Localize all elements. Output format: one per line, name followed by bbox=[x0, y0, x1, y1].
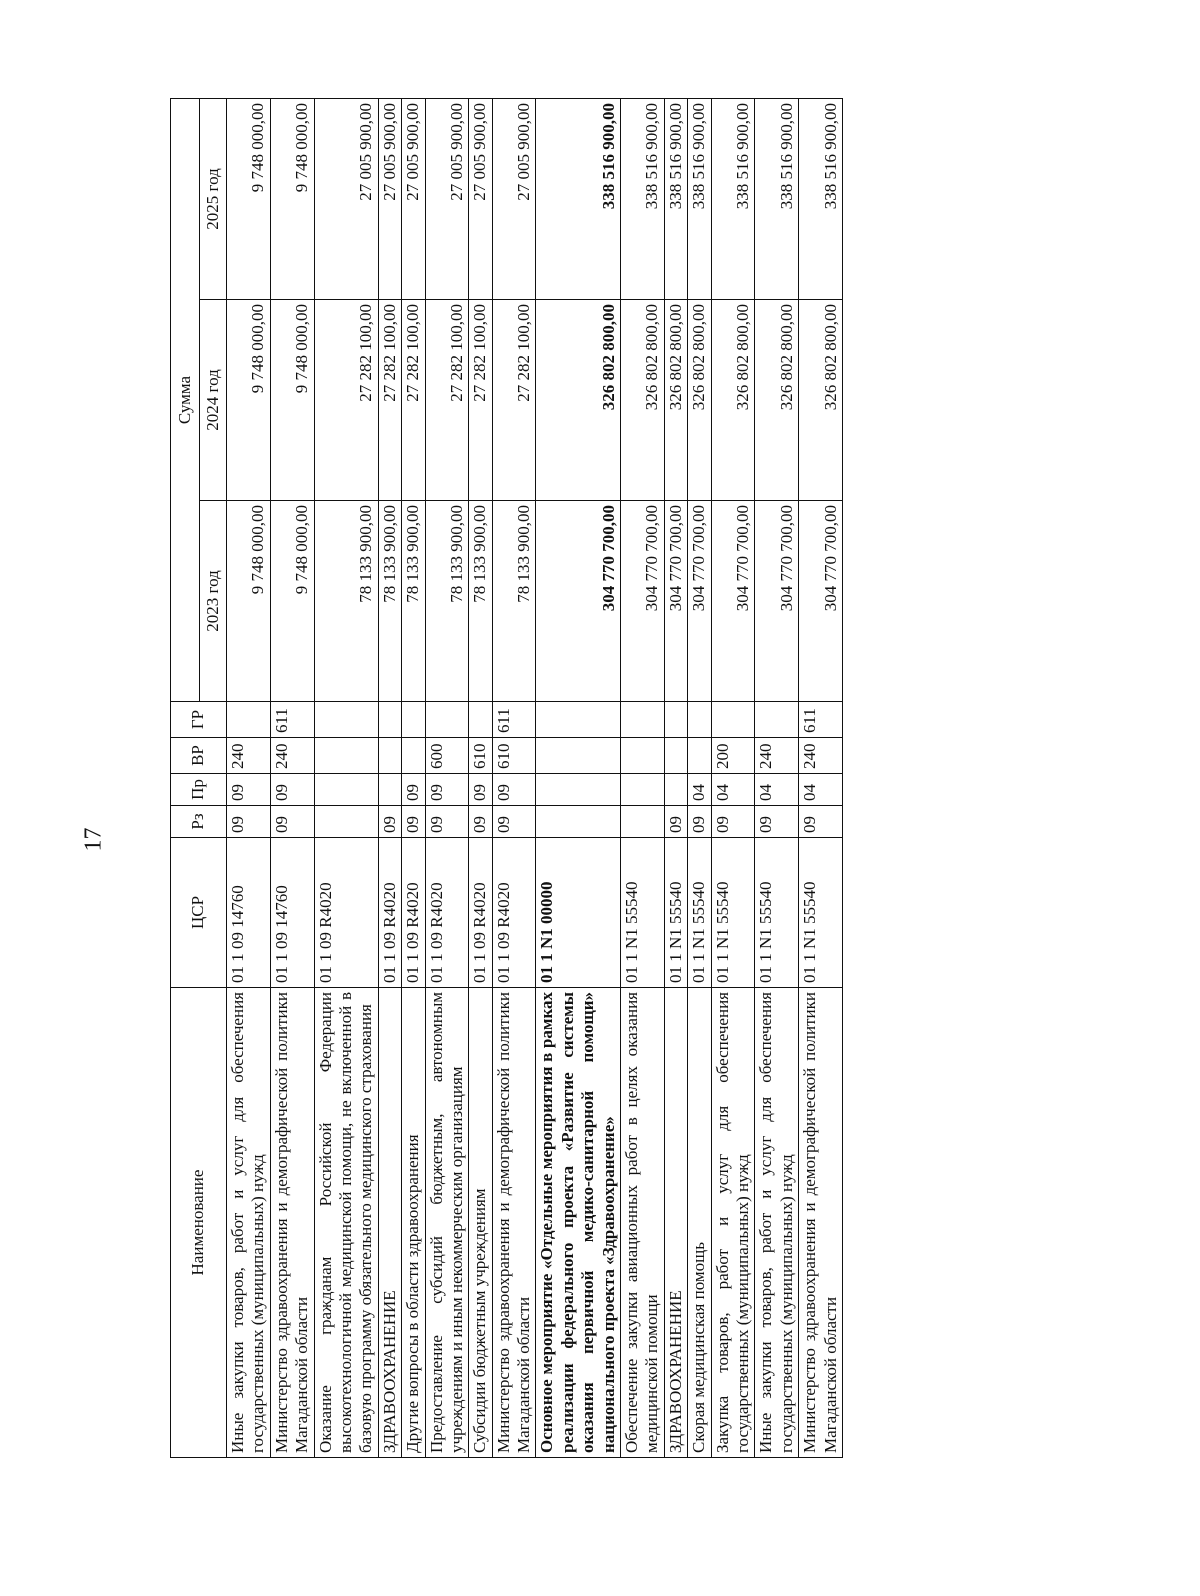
row-vr-cell bbox=[664, 738, 687, 774]
row-gr-cell: 611 bbox=[799, 702, 843, 738]
row-csr-cell: 01 1 09 R4020 bbox=[469, 838, 492, 988]
row-2025-cell: 9 748 000,00 bbox=[227, 99, 271, 300]
row-2023-cell: 78 133 900,00 bbox=[492, 501, 536, 702]
row-2023-cell: 304 770 700,00 bbox=[711, 501, 755, 702]
row-pr-cell bbox=[621, 774, 665, 806]
row-2024-cell: 27 282 100,00 bbox=[469, 300, 492, 501]
row-2023-cell: 78 133 900,00 bbox=[378, 501, 401, 702]
row-csr-cell: 01 1 09 R4020 bbox=[402, 838, 425, 988]
row-rz-cell bbox=[536, 806, 621, 838]
row-pr-cell bbox=[378, 774, 401, 806]
row-rz-cell: 09 bbox=[799, 806, 843, 838]
budget-table-container bbox=[170, 98, 1030, 1458]
row-vr-cell bbox=[402, 738, 425, 774]
row-vr-cell bbox=[536, 738, 621, 774]
row-csr-cell: 01 1 09 14760 bbox=[227, 838, 271, 988]
row-2023-cell: 78 133 900,00 bbox=[402, 501, 425, 702]
row-rz-cell: 09 bbox=[227, 806, 271, 838]
row-pr-cell: 04 bbox=[711, 774, 755, 806]
table-row bbox=[688, 99, 711, 1458]
row-vr-cell bbox=[314, 738, 378, 774]
row-gr-cell bbox=[536, 702, 621, 738]
row-rz-cell: 09 bbox=[469, 806, 492, 838]
row-2023-cell: 9 748 000,00 bbox=[227, 501, 271, 702]
row-2024-cell: 27 282 100,00 bbox=[402, 300, 425, 501]
row-vr-cell: 600 bbox=[425, 738, 469, 774]
row-csr-cell: 01 1 N1 00000 bbox=[536, 838, 621, 988]
row-vr-cell: 610 bbox=[469, 738, 492, 774]
row-2024-cell: 9 748 000,00 bbox=[270, 300, 314, 501]
row-vr-cell bbox=[621, 738, 665, 774]
header-pr: Пр bbox=[171, 774, 227, 806]
header-2025: 2025 год bbox=[200, 99, 227, 300]
table-row bbox=[378, 99, 401, 1458]
row-pr-cell bbox=[314, 774, 378, 806]
row-name-cell: ЗДРАВООХРАНЕНИЕ bbox=[378, 988, 401, 1458]
table-row bbox=[621, 99, 665, 1458]
row-2024-cell: 326 802 800,00 bbox=[799, 300, 843, 501]
row-rz-cell: 09 bbox=[492, 806, 536, 838]
table-body bbox=[227, 99, 843, 1458]
row-vr-cell bbox=[688, 738, 711, 774]
row-2023-cell: 304 770 700,00 bbox=[755, 501, 799, 702]
header-2023: 2023 год bbox=[200, 501, 227, 702]
table-row bbox=[536, 99, 621, 1458]
row-rz-cell: 09 bbox=[688, 806, 711, 838]
row-gr-cell bbox=[469, 702, 492, 738]
row-vr-cell: 240 bbox=[755, 738, 799, 774]
row-gr-cell bbox=[227, 702, 271, 738]
row-2025-cell: 27 005 900,00 bbox=[314, 99, 378, 300]
row-gr-cell bbox=[314, 702, 378, 738]
row-vr-cell: 610 bbox=[492, 738, 536, 774]
row-name-cell: Министерство здравоохранения и демографической политики Магаданской области bbox=[492, 988, 536, 1458]
row-rz-cell bbox=[314, 806, 378, 838]
row-gr-cell bbox=[688, 702, 711, 738]
row-name-cell: Предоставление субсидий бюджетным, автономным учреждениям и иным некоммерческим организациям bbox=[425, 988, 469, 1458]
row-2023-cell: 304 770 700,00 bbox=[621, 501, 665, 702]
row-pr-cell bbox=[536, 774, 621, 806]
header-row-1 bbox=[171, 99, 200, 1458]
row-name-cell: Субсидии бюджетным учреждениям bbox=[469, 988, 492, 1458]
row-name-cell: ЗДРАВООХРАНЕНИЕ bbox=[664, 988, 687, 1458]
table-row bbox=[227, 99, 271, 1458]
row-2024-cell: 27 282 100,00 bbox=[378, 300, 401, 501]
row-gr-cell bbox=[402, 702, 425, 738]
row-rz-cell: 09 bbox=[755, 806, 799, 838]
row-name-cell: Оказание гражданам Российской Федерации высокотехнологичной медицинской помощи, не включенной в базовую программу обязательного медицинского страхования bbox=[314, 988, 378, 1458]
row-2023-cell: 304 770 700,00 bbox=[664, 501, 687, 702]
row-pr-cell: 04 bbox=[688, 774, 711, 806]
header-name: Наименование bbox=[171, 988, 227, 1458]
row-2024-cell: 9 748 000,00 bbox=[227, 300, 271, 501]
row-2023-cell: 78 133 900,00 bbox=[425, 501, 469, 702]
row-csr-cell: 01 1 09 R4020 bbox=[492, 838, 536, 988]
header-vr: ВР bbox=[171, 738, 227, 774]
row-gr-cell bbox=[755, 702, 799, 738]
row-name-cell: Министерство здравоохранения и демографической политики Магаданской области bbox=[270, 988, 314, 1458]
row-2025-cell: 338 516 900,00 bbox=[688, 99, 711, 300]
table-row bbox=[492, 99, 536, 1458]
row-name-cell: Основное мероприятие «Отдельные мероприятия в рамках реализации федерального проекта «Развитие системы оказания первичной медико-санитарной помощи» национального проекта «Здравоохранение» bbox=[536, 988, 621, 1458]
row-vr-cell: 240 bbox=[227, 738, 271, 774]
row-2025-cell: 338 516 900,00 bbox=[664, 99, 687, 300]
row-rz-cell: 09 bbox=[425, 806, 469, 838]
row-2025-cell: 27 005 900,00 bbox=[492, 99, 536, 300]
row-2023-cell: 304 770 700,00 bbox=[536, 501, 621, 702]
row-2025-cell: 338 516 900,00 bbox=[711, 99, 755, 300]
row-gr-cell bbox=[425, 702, 469, 738]
row-2024-cell: 27 282 100,00 bbox=[425, 300, 469, 501]
table-row bbox=[755, 99, 799, 1458]
header-sum: Сумма bbox=[171, 99, 200, 702]
row-pr-cell: 09 bbox=[469, 774, 492, 806]
row-2024-cell: 27 282 100,00 bbox=[492, 300, 536, 501]
row-2025-cell: 9 748 000,00 bbox=[270, 99, 314, 300]
table-row bbox=[469, 99, 492, 1458]
page-number: 17 bbox=[80, 827, 107, 852]
row-rz-cell: 09 bbox=[664, 806, 687, 838]
row-pr-cell bbox=[664, 774, 687, 806]
table-row bbox=[711, 99, 755, 1458]
row-vr-cell bbox=[378, 738, 401, 774]
row-gr-cell bbox=[621, 702, 665, 738]
row-2024-cell: 326 802 800,00 bbox=[621, 300, 665, 501]
row-csr-cell: 01 1 09 R4020 bbox=[425, 838, 469, 988]
row-gr-cell bbox=[711, 702, 755, 738]
row-2025-cell: 27 005 900,00 bbox=[425, 99, 469, 300]
table-row bbox=[425, 99, 469, 1458]
row-rz-cell: 09 bbox=[402, 806, 425, 838]
row-2024-cell: 27 282 100,00 bbox=[314, 300, 378, 501]
row-2025-cell: 27 005 900,00 bbox=[469, 99, 492, 300]
table-row bbox=[270, 99, 314, 1458]
row-gr-cell: 611 bbox=[270, 702, 314, 738]
row-vr-cell: 240 bbox=[799, 738, 843, 774]
row-rz-cell: 09 bbox=[378, 806, 401, 838]
table-row bbox=[402, 99, 425, 1458]
row-2024-cell: 326 802 800,00 bbox=[664, 300, 687, 501]
table-row bbox=[664, 99, 687, 1458]
row-name-cell: Иные закупки товаров, работ и услуг для обеспечения государственных (муниципальных) нужд bbox=[755, 988, 799, 1458]
budget-table bbox=[170, 98, 843, 1458]
header-gr: ГР bbox=[171, 702, 227, 738]
row-gr-cell bbox=[378, 702, 401, 738]
table-row bbox=[314, 99, 378, 1458]
row-2025-cell: 27 005 900,00 bbox=[378, 99, 401, 300]
row-csr-cell: 01 1 N1 55540 bbox=[664, 838, 687, 988]
header-csr: ЦСР bbox=[171, 838, 227, 988]
row-2023-cell: 304 770 700,00 bbox=[799, 501, 843, 702]
row-pr-cell: 04 bbox=[799, 774, 843, 806]
row-pr-cell: 04 bbox=[755, 774, 799, 806]
row-name-cell: Другие вопросы в области здравоохранения bbox=[402, 988, 425, 1458]
row-csr-cell: 01 1 09 14760 bbox=[270, 838, 314, 988]
row-2023-cell: 9 748 000,00 bbox=[270, 501, 314, 702]
row-2024-cell: 326 802 800,00 bbox=[755, 300, 799, 501]
row-2025-cell: 338 516 900,00 bbox=[536, 99, 621, 300]
row-csr-cell: 01 1 N1 55540 bbox=[799, 838, 843, 988]
row-rz-cell bbox=[621, 806, 665, 838]
row-2025-cell: 338 516 900,00 bbox=[621, 99, 665, 300]
row-name-cell: Иные закупки товаров, работ и услуг для обеспечения государственных (муниципальных) нужд bbox=[227, 988, 271, 1458]
row-gr-cell bbox=[664, 702, 687, 738]
row-csr-cell: 01 1 N1 55540 bbox=[688, 838, 711, 988]
row-rz-cell: 09 bbox=[711, 806, 755, 838]
row-name-cell: Закупка товаров, работ и услуг для обеспечения государственных (муниципальных) нужд bbox=[711, 988, 755, 1458]
row-pr-cell: 09 bbox=[402, 774, 425, 806]
row-name-cell: Обеспечение закупки авиационных работ в целях оказания медицинской помощи bbox=[621, 988, 665, 1458]
row-pr-cell: 09 bbox=[492, 774, 536, 806]
table-row bbox=[799, 99, 843, 1458]
row-2024-cell: 326 802 800,00 bbox=[536, 300, 621, 501]
row-vr-cell: 200 bbox=[711, 738, 755, 774]
row-pr-cell: 09 bbox=[227, 774, 271, 806]
row-name-cell: Скорая медицинская помощь bbox=[688, 988, 711, 1458]
row-pr-cell: 09 bbox=[425, 774, 469, 806]
row-name-cell: Министерство здравоохранения и демографической политики Магаданской области bbox=[799, 988, 843, 1458]
header-rz: Рз bbox=[171, 806, 227, 838]
row-csr-cell: 01 1 N1 55540 bbox=[621, 838, 665, 988]
row-2025-cell: 338 516 900,00 bbox=[755, 99, 799, 300]
row-csr-cell: 01 1 N1 55540 bbox=[755, 838, 799, 988]
row-vr-cell: 240 bbox=[270, 738, 314, 774]
row-csr-cell: 01 1 09 R4020 bbox=[378, 838, 401, 988]
row-2024-cell: 326 802 800,00 bbox=[711, 300, 755, 501]
row-2023-cell: 78 133 900,00 bbox=[314, 501, 378, 702]
row-rz-cell: 09 bbox=[270, 806, 314, 838]
row-2025-cell: 27 005 900,00 bbox=[402, 99, 425, 300]
row-2023-cell: 78 133 900,00 bbox=[469, 501, 492, 702]
row-pr-cell: 09 bbox=[270, 774, 314, 806]
row-csr-cell: 01 1 09 R4020 bbox=[314, 838, 378, 988]
row-csr-cell: 01 1 N1 55540 bbox=[711, 838, 755, 988]
row-2025-cell: 338 516 900,00 bbox=[799, 99, 843, 300]
header-2024: 2024 год bbox=[200, 300, 227, 501]
row-2024-cell: 326 802 800,00 bbox=[688, 300, 711, 501]
row-gr-cell: 611 bbox=[492, 702, 536, 738]
row-2023-cell: 304 770 700,00 bbox=[688, 501, 711, 702]
